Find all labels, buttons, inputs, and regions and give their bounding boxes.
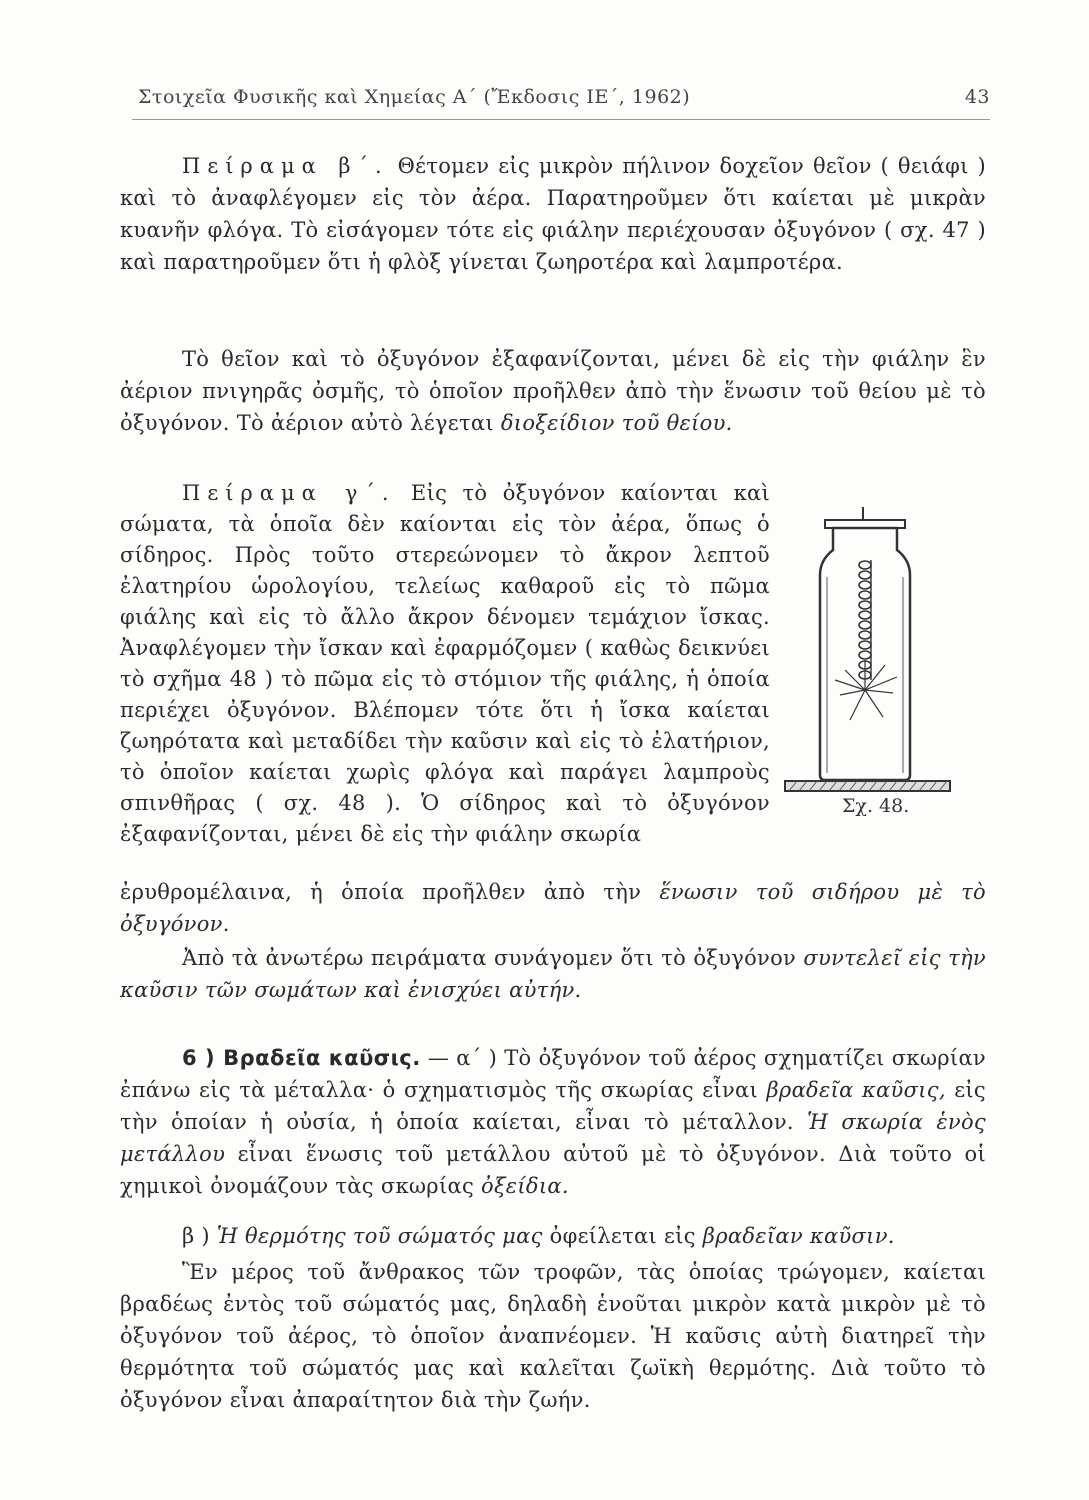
experiment-c-text-end: ἐρυθρομέλαινα, ἡ ὁποία προῆλθεν ἀπὸ τὴν xyxy=(120,880,660,904)
body-heat-label: β ) xyxy=(182,1224,217,1248)
slow-burn-term: βραδεῖαν καῦσιν. xyxy=(702,1224,895,1248)
conclusion-text: Ἀπὸ τὰ ἀνωτέρω πειράματα συνάγομεν ὅτι τὸ ὀξυγόνον xyxy=(182,946,804,970)
bottle-spring-illustration xyxy=(775,505,975,805)
paragraph-food-carbon xyxy=(120,1256,986,1416)
header-rule xyxy=(132,119,990,120)
experiment-c-label: Πείραμα γ΄. xyxy=(182,481,396,505)
section-text-c: εἶναι ἕνωσις τοῦ μετάλλου αὐτοῦ μὲ τὸ ὀξυγόνον. Διὰ τοῦτο οἱ χημικοὶ ὀνομάζουν τὰς σκωρίας xyxy=(120,1142,986,1198)
slow-combustion-term: βραδεῖα καῦσις, xyxy=(766,1078,946,1102)
experiment-b-text: Θέτομεν εἰς μικρὸν πήλινον δοχεῖον θεῖον ( θειάφι ) καὶ τὸ ἀναφλέγομεν εἰς τὸν ἀέρα. Παρατηροῦμεν ὅτι καίεται μὲ μικρὰν κυανῆν φλόγα. Τὸ εἰσάγομεν τότε εἰς φιάλην περιέχουσαν ὀξυγόνον ( σχ. 47 ) καὶ παρατηροῦμεν ὅτι ἡ φλὸξ γίνεται ζωηροτέρα καὶ λαμπροτέρα. xyxy=(120,154,986,274)
paragraph-body-heat xyxy=(120,1220,986,1252)
paragraph-conclusion xyxy=(120,942,986,1006)
figure-caption: Σχ. 48. xyxy=(842,795,910,817)
rust-term: Ἡ σκωρία ἑνὸς μετάλλου xyxy=(120,1110,986,1166)
experiment-c-text: Εἰς τὸ ὀξυγόνον καίονται καὶ σώματα, τὰ ὁποῖα δὲν καίονται εἰς τὸν ἀέρα, ὅπως ὁ σίδηρος. Πρὸς τοῦτο στερεώνομεν τὸ ἄκρον λεπτοῦ ἐλατηρίου ὡρολογίου, τελείως καθαροῦ εἰς τὸ πῶμα φιάλης καὶ εἰς τὸ ἄλλο ἄκρον δένομεν τεμάχιον ἴσκας. Ἀναφλέγομεν τὴν ἴσκαν καὶ ἐφαρμόζομεν ( καθὼς δεικνύει τὸ σχῆμα 48 ) τὸ πῶμα εἰς τὸ στόμιον τῆς φιάλης, ἡ ὁποία περιέχει ὀξυγόνον. Βλέπομεν τότε ὅτι ἡ ἴσκα καίεται ζωηρότατα καὶ μεταδίδει τὴν καῦσιν καὶ εἰς τὸ ἐλατήριον, τὸ ὁποῖον καίεται χωρὶς φλόγα καὶ παράγει λαμπροὺς σπινθῆρας ( σχ. 48 ). Ὁ σίδηρος καὶ τὸ ὀξυγόνον ἐξαφανίζονται, μένει δὲ εἰς τὴν φιάλην σκωρία xyxy=(120,481,771,846)
food-carbon-text: Ἓν μέρος τοῦ ἄνθρακος τῶν τροφῶν, τὰς ὁποίας τρώγομεν, καίεται βραδέως ἐντὸς τοῦ σώματός μας, δηλαδὴ ἑνοῦται μικρὸν κατὰ μικρὸν μὲ τὸ ὀξυγόνον τοῦ ἀέρος, τὸ ὁποῖον ἀναπνέομεν. Ἡ καῦσις αὐτὴ διατηρεῖ τὴν θερμότητα τοῦ σώματός μας καὶ καλεῖται ζωϊκὴ θερμότης. Διὰ τοῦτο τὸ ὀξυγόνον εἶναι ἀπαραίτητον διὰ τὴν ζωήν. xyxy=(120,1260,986,1412)
section-text-a: — α΄ ) Τὸ ὀξυγόνον τοῦ ἀέρος σχηματίζει σκωρίαν ἐπάνω εἰς τὰ μέταλλα· ὁ σχηματισμὸς τῆς σκωρίας εἶναι xyxy=(120,1046,986,1102)
paragraph-experiment-b xyxy=(120,150,986,278)
body-heat-text: ὀφείλεται εἰς xyxy=(542,1224,703,1248)
paragraph-sulfur-dioxide xyxy=(120,343,986,439)
sulfur-dioxide-term: διοξείδιον τοῦ θείου. xyxy=(500,411,733,435)
running-title: Στοιχεῖα Φυσικῆς καὶ Χημείας Α΄ (Ἔκδοσις ΙΕ΄, 1962) xyxy=(138,86,691,108)
conclusion-term: συντελεῖ εἰς τὴν καῦσιν τῶν σωμάτων καὶ ἐνισχύει αὐτήν. xyxy=(120,946,986,1002)
oxides-term: ὀξείδια. xyxy=(481,1174,569,1198)
section-text-b: εἰς τὴν ὁποίαν ἡ οὐσία, ἡ ὁποία καίεται, εἶναι τὸ μέταλλον. xyxy=(120,1078,986,1134)
paragraph-experiment-c xyxy=(120,478,770,850)
figure-48 xyxy=(775,505,975,825)
paragraph-experiment-c-end xyxy=(120,876,986,940)
iron-oxygen-term: ἕνωσιν τοῦ σιδήρου μὲ τὸ ὀξυγόνον. xyxy=(120,880,986,936)
sulfur-dioxide-text: Τὸ θεῖον καὶ τὸ ὀξυγόνον ἐξαφανίζονται, μένει δὲ εἰς τὴν φιάλην ἓν ἀέριον πνιγηρᾶς ὀσμῆς, τὸ ὁποῖον προῆλθεν ἀπὸ τὴν ἕνωσιν τοῦ θείου μὲ τὸ ὀξυγόνον. Τὸ ἀέριον αὐτὸ λέγεται xyxy=(120,347,986,435)
section-slow-combustion xyxy=(120,1042,986,1202)
running-header xyxy=(138,86,990,116)
page-number: 43 xyxy=(964,86,990,108)
section-heading: 6 ) Βραδεῖα καῦσις. xyxy=(182,1046,421,1070)
experiment-b-label: Πείραμα β΄. xyxy=(182,154,389,178)
body-heat-term: Ἡ θερμότης τοῦ σώματός μας xyxy=(216,1224,543,1248)
